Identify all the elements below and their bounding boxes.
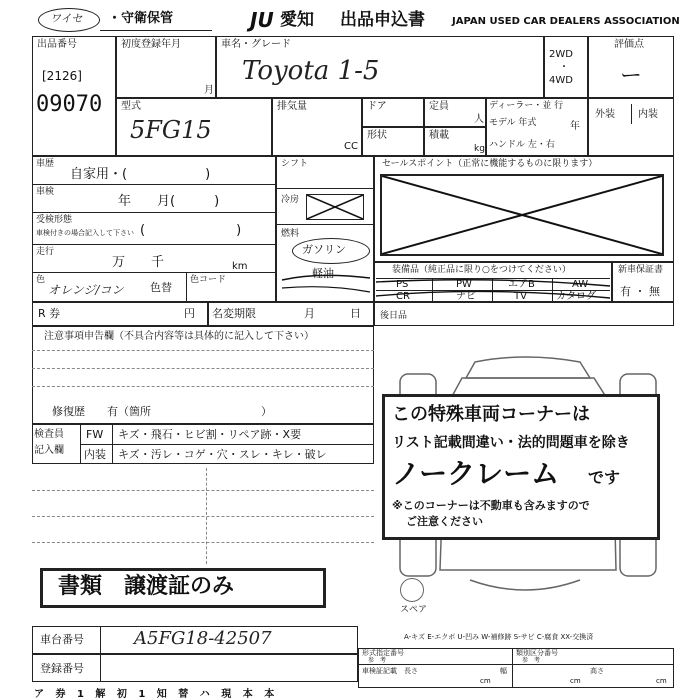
rating-value: ー bbox=[620, 64, 643, 89]
documents-stamp-text: 書類 譲渡証のみ bbox=[58, 574, 235, 599]
name-change-day: 日 bbox=[350, 307, 361, 320]
history-value: 自家用・( ) bbox=[70, 167, 211, 182]
color-code-label: 色コード bbox=[190, 275, 227, 285]
handwritten-mark: ワイセ bbox=[50, 12, 83, 25]
blank-dash-3 bbox=[32, 542, 374, 543]
first-reg-month: 月 bbox=[204, 85, 214, 96]
lot-label: 出品番号 bbox=[37, 39, 77, 50]
equip-pw: PW bbox=[456, 279, 472, 290]
inspector-midline bbox=[80, 444, 374, 445]
equip-cr: CR bbox=[396, 291, 410, 302]
warranty-options: 有 ・ 無 bbox=[620, 285, 660, 298]
recycle-label: R 券 bbox=[38, 307, 61, 320]
chassis-value: A5FG18-42507 bbox=[134, 628, 272, 649]
mech-line-2 bbox=[276, 224, 374, 225]
ref-1: 参 考 bbox=[368, 657, 387, 664]
history-label: 車歴 bbox=[36, 159, 55, 169]
color-value: オレンジ/コン bbox=[48, 283, 124, 297]
name-change-month: 月 bbox=[304, 307, 315, 320]
association-name: JAPAN USED CAR DEALERS ASSOCIATION bbox=[452, 16, 680, 27]
oil-strike-icon bbox=[278, 266, 374, 296]
equip-catalog: カタログ bbox=[556, 291, 596, 302]
cm-1: cm bbox=[480, 677, 491, 685]
color-change-label: 色替 bbox=[150, 281, 172, 294]
fuel-label: 燃料 bbox=[281, 229, 300, 239]
footer-strip: ア 券 1 解 初 1 知 替 ハ 現 本 本 bbox=[34, 689, 279, 700]
name-change-label: 名変期限 bbox=[212, 307, 256, 320]
equip-aw: AW bbox=[572, 279, 589, 290]
rating-label: 評価点 bbox=[614, 39, 644, 50]
notes-label: 注意事項申告欄（不具合内容等は具体的に記入して下さい） bbox=[44, 331, 314, 342]
ref-2: 参 考 bbox=[522, 657, 541, 664]
form-title: 出品申込書 bbox=[340, 10, 425, 30]
oil-label: 軽油 bbox=[312, 267, 334, 280]
reg-number-label: 登録番号 bbox=[40, 662, 84, 675]
spec-midline bbox=[358, 664, 674, 665]
cc-unit: CC bbox=[344, 141, 358, 152]
model-label: 型式 bbox=[121, 101, 141, 112]
shift-label: シフト bbox=[281, 159, 309, 169]
capacity-label: 定員 bbox=[429, 101, 449, 112]
notice-line-3: ノークレーム bbox=[392, 457, 560, 490]
history-line-2 bbox=[32, 212, 276, 213]
length-label: 長さ bbox=[404, 667, 418, 675]
lot-number: 09070 bbox=[36, 92, 103, 117]
year-unit: 年 bbox=[570, 121, 580, 132]
model-value: 5FG15 bbox=[130, 116, 212, 144]
blank-dash-2 bbox=[32, 516, 374, 517]
drive-2wd: 2WD bbox=[549, 49, 573, 60]
kg-unit: kg bbox=[474, 144, 485, 154]
notice-line-3-suffix: です bbox=[588, 468, 621, 487]
section-underline bbox=[100, 30, 212, 31]
person-unit: 人 bbox=[474, 114, 484, 125]
dealer-label: ディーラー・並 行 bbox=[489, 101, 564, 111]
vehicle-size-label: 車検証記載 bbox=[362, 667, 397, 675]
drive-dot: ・ bbox=[559, 62, 569, 73]
spare-label: スペア bbox=[400, 605, 428, 615]
selling-points-crossed-box bbox=[380, 174, 664, 256]
recycle-yen: 円 bbox=[184, 307, 195, 320]
mech-line-1 bbox=[276, 188, 374, 189]
section-tag: ・守衛保管 bbox=[108, 11, 174, 26]
fw-label: FW bbox=[86, 428, 104, 441]
equip-airbag: エアB bbox=[508, 279, 535, 290]
receipt-note: 車検付きの場合記入して下さい bbox=[36, 229, 134, 237]
shape-label: 形状 bbox=[367, 130, 387, 141]
history-line-4 bbox=[32, 272, 276, 273]
notes-dash-1 bbox=[32, 350, 374, 351]
notice-line-1: この特殊車両コーナーは bbox=[392, 404, 590, 425]
history-line-3 bbox=[32, 244, 276, 245]
height-label: 高さ bbox=[590, 667, 604, 675]
ac-cross-icon bbox=[307, 195, 363, 219]
color-label: 色 bbox=[36, 275, 46, 285]
fuel-value: ガソリン bbox=[302, 243, 346, 256]
exterior-label: 外装 bbox=[595, 109, 615, 120]
model-year-label: モデル 年式 bbox=[489, 118, 537, 128]
notes-dash-2 bbox=[32, 368, 374, 369]
interior-items: キズ・汚レ・コゲ・穴・スレ・キレ・破レ bbox=[118, 448, 327, 461]
category-number-label: 類別区分番号 bbox=[516, 649, 558, 657]
later-items-label: 後日品 bbox=[380, 311, 408, 321]
first-reg-label: 初度登録年月 bbox=[121, 39, 181, 50]
equip-ps: PS bbox=[396, 279, 409, 290]
ac-label: 冷房 bbox=[281, 195, 300, 205]
blank-dash-1 bbox=[32, 490, 374, 491]
interior-check-label: 内装 bbox=[84, 448, 106, 461]
receipt-value: ( ) bbox=[140, 223, 242, 238]
notes-dash-3 bbox=[32, 386, 374, 387]
form-number-label: 形式指定番号 bbox=[362, 649, 404, 657]
org-name: 愛知 bbox=[280, 10, 314, 30]
ac-crossed-box bbox=[306, 194, 364, 220]
inspector-label-2: 記入欄 bbox=[34, 445, 64, 456]
door-label: ドア bbox=[367, 101, 387, 112]
color-divider bbox=[186, 272, 187, 302]
car-name-value: Toyota 1-5 bbox=[242, 56, 380, 86]
selling-points-label: セールスポイント（正常に機能するものに限ります） bbox=[382, 159, 598, 169]
mileage-value: 万 千 bbox=[112, 255, 165, 270]
equipment-label: 装備品（純正品に限り○をつけてください） bbox=[392, 265, 571, 275]
load-label: 積載 bbox=[429, 130, 449, 141]
notice-line-2: リスト記載間違い・法的問題車を除き bbox=[392, 435, 630, 451]
notice-line-5: ご注意ください bbox=[406, 515, 483, 528]
cm-2: cm bbox=[570, 677, 581, 685]
drive-4wd: 4WD bbox=[549, 75, 573, 86]
interior-label: 内装 bbox=[638, 109, 658, 120]
blank-dash-col bbox=[206, 468, 207, 564]
rating-divider bbox=[631, 104, 632, 124]
notice-line-4: ※このコーナーは不動車も含みますので bbox=[392, 499, 590, 512]
lot-sub-number: [2126] bbox=[42, 69, 82, 83]
inspection-value: 年 月( ) bbox=[118, 194, 220, 209]
inspection-label: 車検 bbox=[36, 187, 55, 197]
km-unit: km bbox=[232, 261, 248, 272]
displacement-label: 排気量 bbox=[277, 101, 307, 112]
history-line-1 bbox=[32, 184, 276, 185]
mileage-label: 走行 bbox=[36, 247, 55, 257]
repair-history: 修復歴 有（箇所 ） bbox=[52, 405, 272, 418]
receipt-label: 受検形態 bbox=[36, 215, 73, 225]
equipment-strike-icon bbox=[374, 274, 612, 302]
car-name-label: 車名・グレード bbox=[221, 39, 291, 50]
warranty-label: 新車保証書 bbox=[618, 265, 664, 275]
equip-navi: ナビ bbox=[456, 291, 476, 302]
handle-label: ハンドル 左・右 bbox=[489, 140, 555, 150]
damage-legend: A-キズ E-エクボ U-凹み W-補修跡 S-サビ C-腐食 XX-交換済 bbox=[404, 633, 594, 641]
selling-points-cross-icon bbox=[382, 176, 662, 254]
spare-tire-icon bbox=[400, 578, 424, 602]
inspector-label-1: 検査員 bbox=[34, 429, 64, 440]
later-items-cell bbox=[374, 302, 674, 326]
spec-divider bbox=[512, 648, 513, 688]
cm-3: cm bbox=[656, 677, 667, 685]
fw-items: キズ・飛石・ヒビ割・リペア跡・X要 bbox=[118, 428, 302, 441]
equip-tv: TV bbox=[514, 291, 527, 302]
width-label: 幅 bbox=[500, 667, 507, 675]
chassis-label: 車台番号 bbox=[40, 633, 84, 646]
ju-logo: JU bbox=[250, 8, 274, 32]
